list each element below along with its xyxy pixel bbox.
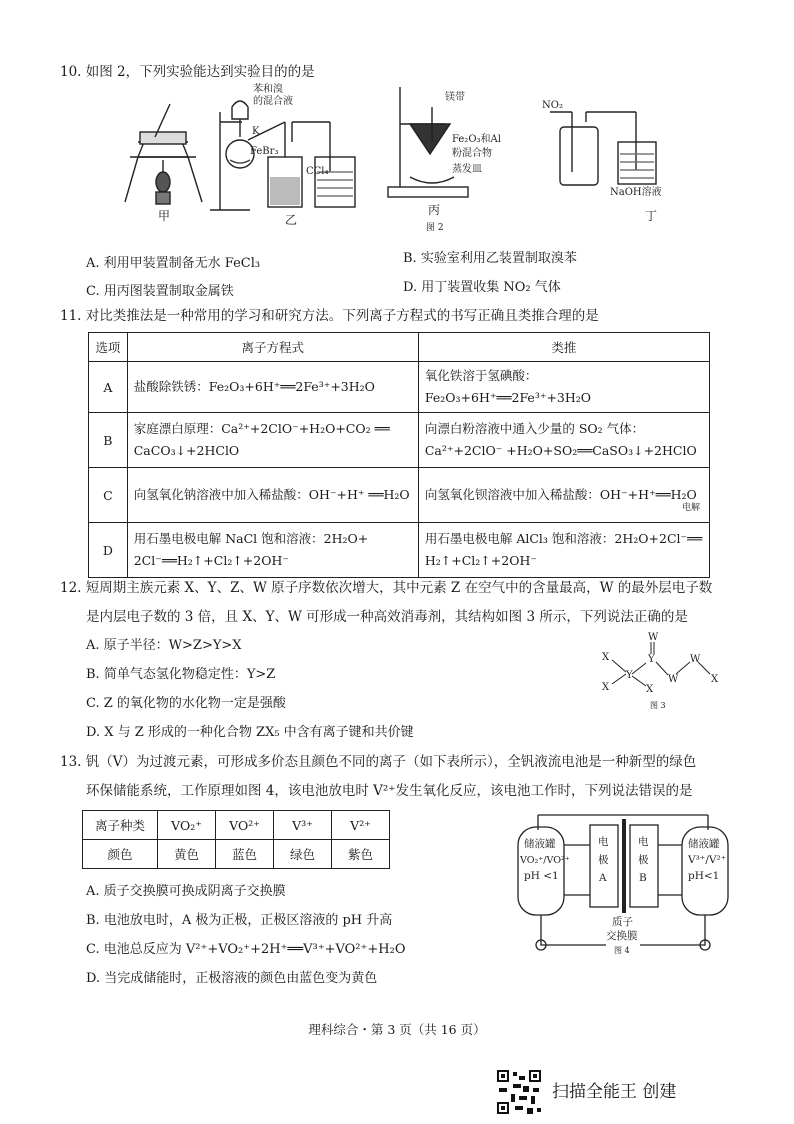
table-row <box>89 468 710 523</box>
q13-option-d: D. 当完成储能时，正极溶液的颜色由蓝色变为黄色 <box>86 971 378 986</box>
q13-option-a: A. 质子交换膜可换成阴离子交换膜 <box>86 884 286 899</box>
svg-text:储液罐: 储液罐 <box>688 838 720 850</box>
apparatus-bing <box>388 87 468 233</box>
apparatus-yi <box>210 101 355 227</box>
cell: 蓝色 <box>216 840 274 869</box>
svg-text:极: 极 <box>598 854 609 866</box>
svg-text:甲: 甲 <box>158 209 171 223</box>
svg-text:FeBr₃: FeBr₃ <box>250 146 279 157</box>
svg-text:质子: 质子 <box>612 916 633 928</box>
svg-text:图 2: 图 2 <box>426 223 444 233</box>
qr-code-icon <box>495 1068 543 1116</box>
apparatus-jia <box>125 104 202 223</box>
table-header <box>89 333 710 362</box>
svg-text:W: W <box>648 632 659 643</box>
q12-option-d: D. X 与 Z 形成的一种化合物 ZX₅ 中含有离子键和共价键 <box>86 725 414 740</box>
svg-text:丁: 丁 <box>645 209 658 223</box>
svg-text:VO₂⁺/VO²⁺: VO₂⁺/VO²⁺ <box>520 855 570 866</box>
row-equation: 向氢氧化钠溶液中加入稀盐酸：OH⁻+H⁺ ══H₂O <box>127 468 418 523</box>
ion-equation-table <box>88 332 710 578</box>
cell: VO²⁺ <box>216 811 274 840</box>
svg-text:储液罐: 储液罐 <box>524 838 556 850</box>
table-row <box>89 413 710 468</box>
page-footer: 理科综合・第 3 页（共 16 页） <box>308 1022 486 1037</box>
row-analogy: 氧化铁溶于氢碘酸：Fe₂O₃+6H⁺══2Fe³⁺+3H₂O <box>418 362 709 413</box>
cell: 离子种类 <box>83 811 158 840</box>
q10-option-a: A. 利用甲装置制备无水 FeCl₃ <box>86 256 261 271</box>
svg-text:X: X <box>602 652 610 663</box>
apparatus-ding <box>550 112 657 223</box>
row-option: B <box>89 413 128 468</box>
svg-text:W: W <box>668 674 679 685</box>
cell: V²⁺ <box>332 811 390 840</box>
row-analogy: 用石墨电极电解 AlCl₃ 饱和溶液：2H₂O+2Cl⁻══ H₂↑+Cl₂↑+2OH⁻ <box>418 523 709 578</box>
cell: V³⁺ <box>274 811 332 840</box>
svg-text:Fe₂O₃和Al: Fe₂O₃和Al <box>452 134 501 145</box>
row-option: A <box>89 362 128 413</box>
svg-text:NaOH溶液: NaOH溶液 <box>610 187 662 198</box>
q12-option-c: C. Z 的氧化物的水化物一定是强酸 <box>86 696 286 711</box>
q12-stem-line1: 12. 短周期主族元素 X、Y、Z、W 原子序数依次增大，其中元素 Z 在空气中的含量最高，W 的最外层电子数 <box>60 580 713 596</box>
svg-text:蒸发皿: 蒸发皿 <box>452 164 482 175</box>
svg-text:丙: 丙 <box>428 203 441 217</box>
cell: 黄色 <box>158 840 216 869</box>
cell: 绿色 <box>274 840 332 869</box>
svg-text:NO₂: NO₂ <box>542 100 563 111</box>
table-row <box>89 362 710 413</box>
svg-text:交换膜: 交换膜 <box>606 930 638 942</box>
scanner-watermark: 扫描全能王 创建 <box>552 1082 677 1102</box>
svg-text:粉混合物: 粉混合物 <box>452 148 492 159</box>
svg-text:X: X <box>646 684 654 695</box>
svg-text:Y: Y <box>648 654 655 665</box>
svg-text:极: 极 <box>638 854 649 866</box>
header-analogy: 类推 <box>418 333 709 362</box>
header-option: 选项 <box>89 333 128 362</box>
svg-text:V³⁺/V²⁺: V³⁺/V²⁺ <box>688 854 727 866</box>
row-analogy: 向氢氧化钡溶液中加入稀盐酸：OH⁻+H⁺══H₂O <box>418 468 709 523</box>
row-option: D <box>89 523 128 578</box>
electrolysis-label: 电解 <box>682 503 701 513</box>
q11-stem: 11. 对比类推法是一种常用的学习和研究方法。下列离子方程式的书写正确且类推合理的是 <box>60 308 599 324</box>
q12-option-a: A. 原子半径：W>Z>Y>X <box>86 638 242 653</box>
svg-text:K: K <box>252 126 260 137</box>
cell: VO₂⁺ <box>158 811 216 840</box>
ion-color-table <box>82 810 390 869</box>
svg-text:X: X <box>711 674 719 685</box>
svg-text:B: B <box>639 872 647 884</box>
svg-text:图 4: 图 4 <box>614 946 630 955</box>
figure-4-flow-battery <box>510 805 736 955</box>
q10-option-c: C. 用丙图装置制取金属铁 <box>86 284 234 299</box>
row-equation: 家庭漂白原理：Ca²⁺+2ClO⁻+H₂O+CO₂ ══ CaCO₃↓+2HClO <box>127 413 418 468</box>
svg-text:CCl₄: CCl₄ <box>306 166 329 177</box>
q12-option-b: B. 简单气态氢化物稳定性：Y>Z <box>86 667 276 682</box>
svg-text:的混合液: 的混合液 <box>253 96 293 107</box>
figure-2 <box>110 82 730 242</box>
header-equation: 离子方程式 <box>127 333 418 362</box>
svg-text:图 3: 图 3 <box>650 701 666 710</box>
q13-option-b: B. 电池放电时，A 极为正极，正极区溶液的 pH 升高 <box>86 913 393 928</box>
svg-text:W: W <box>690 654 701 665</box>
table-row <box>83 811 390 840</box>
q13-option-c: C. 电池总反应为 V²⁺+VO₂⁺+2H⁺══V³⁺+VO²⁺+H₂O <box>86 942 406 957</box>
cell: 紫色 <box>332 840 390 869</box>
row-equation: 用石墨电极电解 NaCl 饱和溶液：2H₂O+ 2Cl⁻══H₂↑+Cl₂↑+2OH⁻ <box>127 523 418 578</box>
svg-text:pH <1: pH <1 <box>524 870 559 882</box>
svg-text:苯和溴: 苯和溴 <box>253 84 283 95</box>
q10-stem: 10. 如图 2，下列实验能达到实验目的的是 <box>60 64 315 80</box>
q10-option-b: B. 实验室利用乙装置制取溴苯 <box>403 251 577 266</box>
svg-text:A: A <box>599 872 607 884</box>
q12-stem-line2: 是内层电子数的 3 倍，且 X、Y、W 可形成一种高效消毒剂，其结构如图 3 所示，下列说法正确的是 <box>86 609 688 625</box>
q13-stem-line2: 环保储能系统，工作原理如图 4，该电池放电时 V²⁺发生氧化反应，该电池工作时，下列说法错误的是 <box>86 783 693 799</box>
svg-text:Y: Y <box>626 670 633 681</box>
table-row <box>83 840 390 869</box>
q13-stem-line1: 13. 钒（V）为过渡元素，可形成多价态且颜色不同的离子（如下表所示），全钒液流电池是一种新型的绿色 <box>60 754 697 770</box>
svg-text:乙: 乙 <box>285 213 298 227</box>
svg-text:电: 电 <box>638 836 649 848</box>
table-row <box>89 523 710 578</box>
svg-text:电: 电 <box>598 836 609 848</box>
svg-text:镁带: 镁带 <box>445 92 465 103</box>
svg-text:X: X <box>602 682 610 693</box>
row-analogy: 向漂白粉溶液中通入少量的 SO₂ 气体：Ca²⁺+2ClO⁻ +H₂O+SO₂══CaSO₃↓+2HClO <box>418 413 709 468</box>
svg-text:pH<1: pH<1 <box>688 870 720 882</box>
q10-option-d: D. 用丁装置收集 NO₂ 气体 <box>403 280 561 295</box>
cell: 颜色 <box>83 840 158 869</box>
row-option: C <box>89 468 128 523</box>
row-equation: 盐酸除铁锈：Fe₂O₃+6H⁺══2Fe³⁺+3H₂O <box>127 362 418 413</box>
figure-3-structure <box>598 630 728 712</box>
